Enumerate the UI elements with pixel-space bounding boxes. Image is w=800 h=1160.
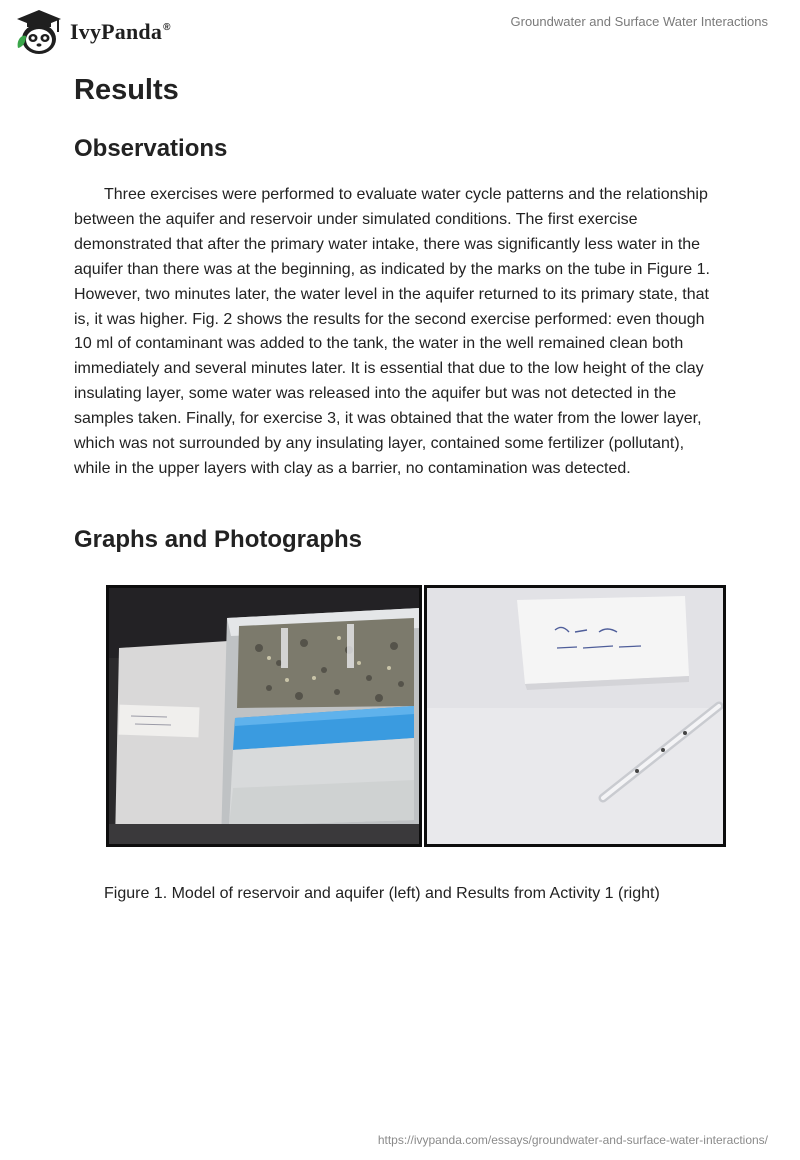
reservoir-aquifer-model-photo xyxy=(106,585,422,847)
observations-paragraph: Three exercises were performed to evaluate water cycle patterns and the relationship between the aquifer and reservoir under simulated conditions. The first exercise demonstrated that after the primary water intake, there was significantly less water in the aquifer than there was at the beginning, as indicated by the marks on the tube in Figure 1. However, two minutes later, the water level in the aquifer returned to its primary state, that is, it was higher. Fig. 2 shows the results for the second exercise performed: even though 10 ml of contaminant was added to the tank, the water in the well remained clean both immediately and several minutes later. It is essential that due to the low height of the clay insulating layer, some water was released into the aquifer but was not detected in the samples taken. Finally, for exercise 3, it was obtained that the water from the lower layer, which was not surrounded by any insulating layer, contained some fertilizer (pollutant), while in the upper layers with clay as a barrier, no contamination was detected. xyxy=(74,186,710,477)
subheading-observations: Observations xyxy=(74,135,228,162)
activity-1-results-photo xyxy=(424,585,726,847)
section-heading-results: Results xyxy=(74,74,179,106)
logo-wordmark: IvyPanda® xyxy=(70,19,171,44)
panda-graduate-icon xyxy=(14,8,64,56)
ivypanda-logo[interactable] xyxy=(14,8,171,56)
subheading-graphs-photographs: Graphs and Photographs xyxy=(74,526,363,553)
figure-caption: Figure 1. Model of reservoir and aquifer (left) and Results from Activity 1 (right) xyxy=(104,885,660,902)
source-url-link[interactable]: https://ivypanda.com/essays/groundwater-and-surface-water-interactions/ xyxy=(377,1133,768,1147)
document-title: Groundwater and Surface Water Interactions xyxy=(510,14,768,29)
figure-1 xyxy=(106,585,726,847)
